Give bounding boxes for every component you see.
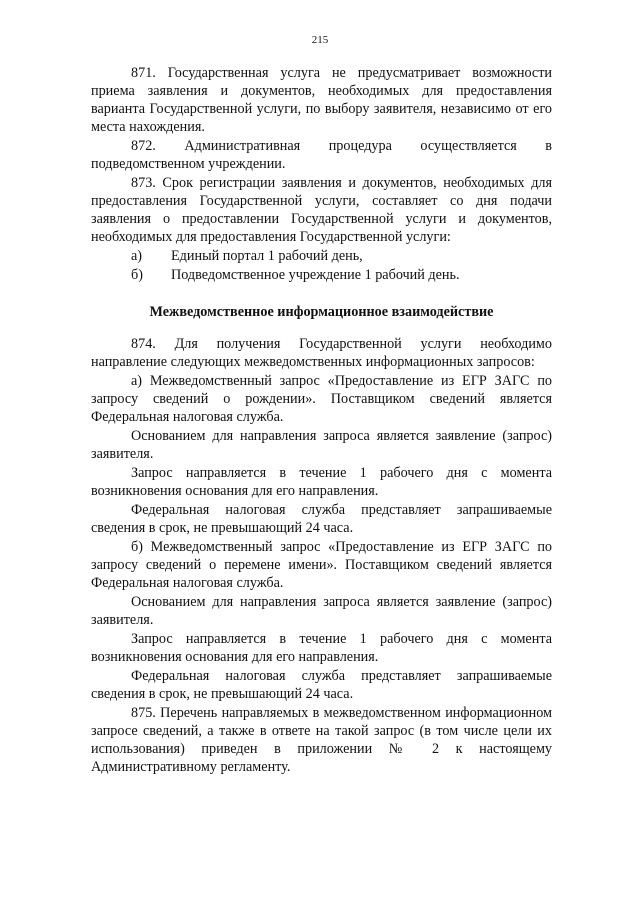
list-marker: б) — [131, 267, 143, 283]
page-number: 215 — [311, 34, 329, 46]
paragraph-874-a-fns: Федеральная налоговая служба представляет запрашиваемые сведения в срок, не превышающий 24 часа. — [91, 502, 552, 536]
list-item — [91, 247, 552, 265]
paragraph-874-a: а) Межведомственный запрос «Предоставление из ЕГР ЗАГС по запросу сведений о рождении». Поставщиком сведений является Федеральная налоговая служба. — [91, 373, 553, 425]
document-body — [91, 64, 552, 776]
paragraph-874-a-term: Запрос направляется в течение 1 рабочего дня с момента возникновения основания для его направления. — [91, 465, 552, 499]
paragraph-874-b-term: Запрос направляется в течение 1 рабочего дня с момента возникновения основания для его направления. — [91, 631, 552, 665]
list-item-text: Единый портал 1 рабочий день, — [171, 248, 363, 264]
paragraph-874-b-basis: Основанием для направления запроса является заявление (запрос) заявителя. — [91, 594, 552, 628]
paragraph-871: 871. Государственная услуга не предусматривает возможности приема заявления и документов, необходимых для предоставления варианта Государственной услуги, по выбору заявителя, независимо от его места нахождения. — [91, 65, 553, 135]
list-marker: а) — [131, 248, 143, 264]
paragraph-873: 873. Срок регистрации заявления и документов, необходимых для предоставления Государственной услуги, составляет со дня подачи заявления о предоставлении Государственной услуги и документов, необходимых для предоставления Государственной услуги: — [91, 175, 553, 245]
paragraph-874-a-basis: Основанием для направления запроса является заявление (запрос) заявителя. — [91, 428, 552, 462]
list-item — [91, 266, 552, 284]
paragraph-875: 875. Перечень направляемых в межведомственном информационном запросе сведений, а также в ответе на такой запрос (в том числе цели их использования) приведен в приложении № 2 к настоящему Административному регламенту. — [91, 705, 553, 775]
paragraph-872: 872. Административная процедура осуществляется в подведомственном учреждении. — [91, 138, 552, 172]
paragraph-874: 874. Для получения Государственной услуги необходимо направление следующих межведомственных информационных запросов: — [91, 336, 552, 370]
paragraph-874-b-fns: Федеральная налоговая служба представляет запрашиваемые сведения в срок, не превышающий 24 часа. — [91, 668, 552, 702]
section-heading: Межведомственное информационное взаимодействие — [149, 304, 494, 320]
paragraph-874-b: б) Межведомственный запрос «Предоставление из ЕГР ЗАГС по запросу сведений о перемене имени». Поставщиком сведений является Федеральная налоговая служба. — [91, 539, 553, 591]
list-item-text: Подведомственное учреждение 1 рабочий день. — [171, 267, 460, 283]
